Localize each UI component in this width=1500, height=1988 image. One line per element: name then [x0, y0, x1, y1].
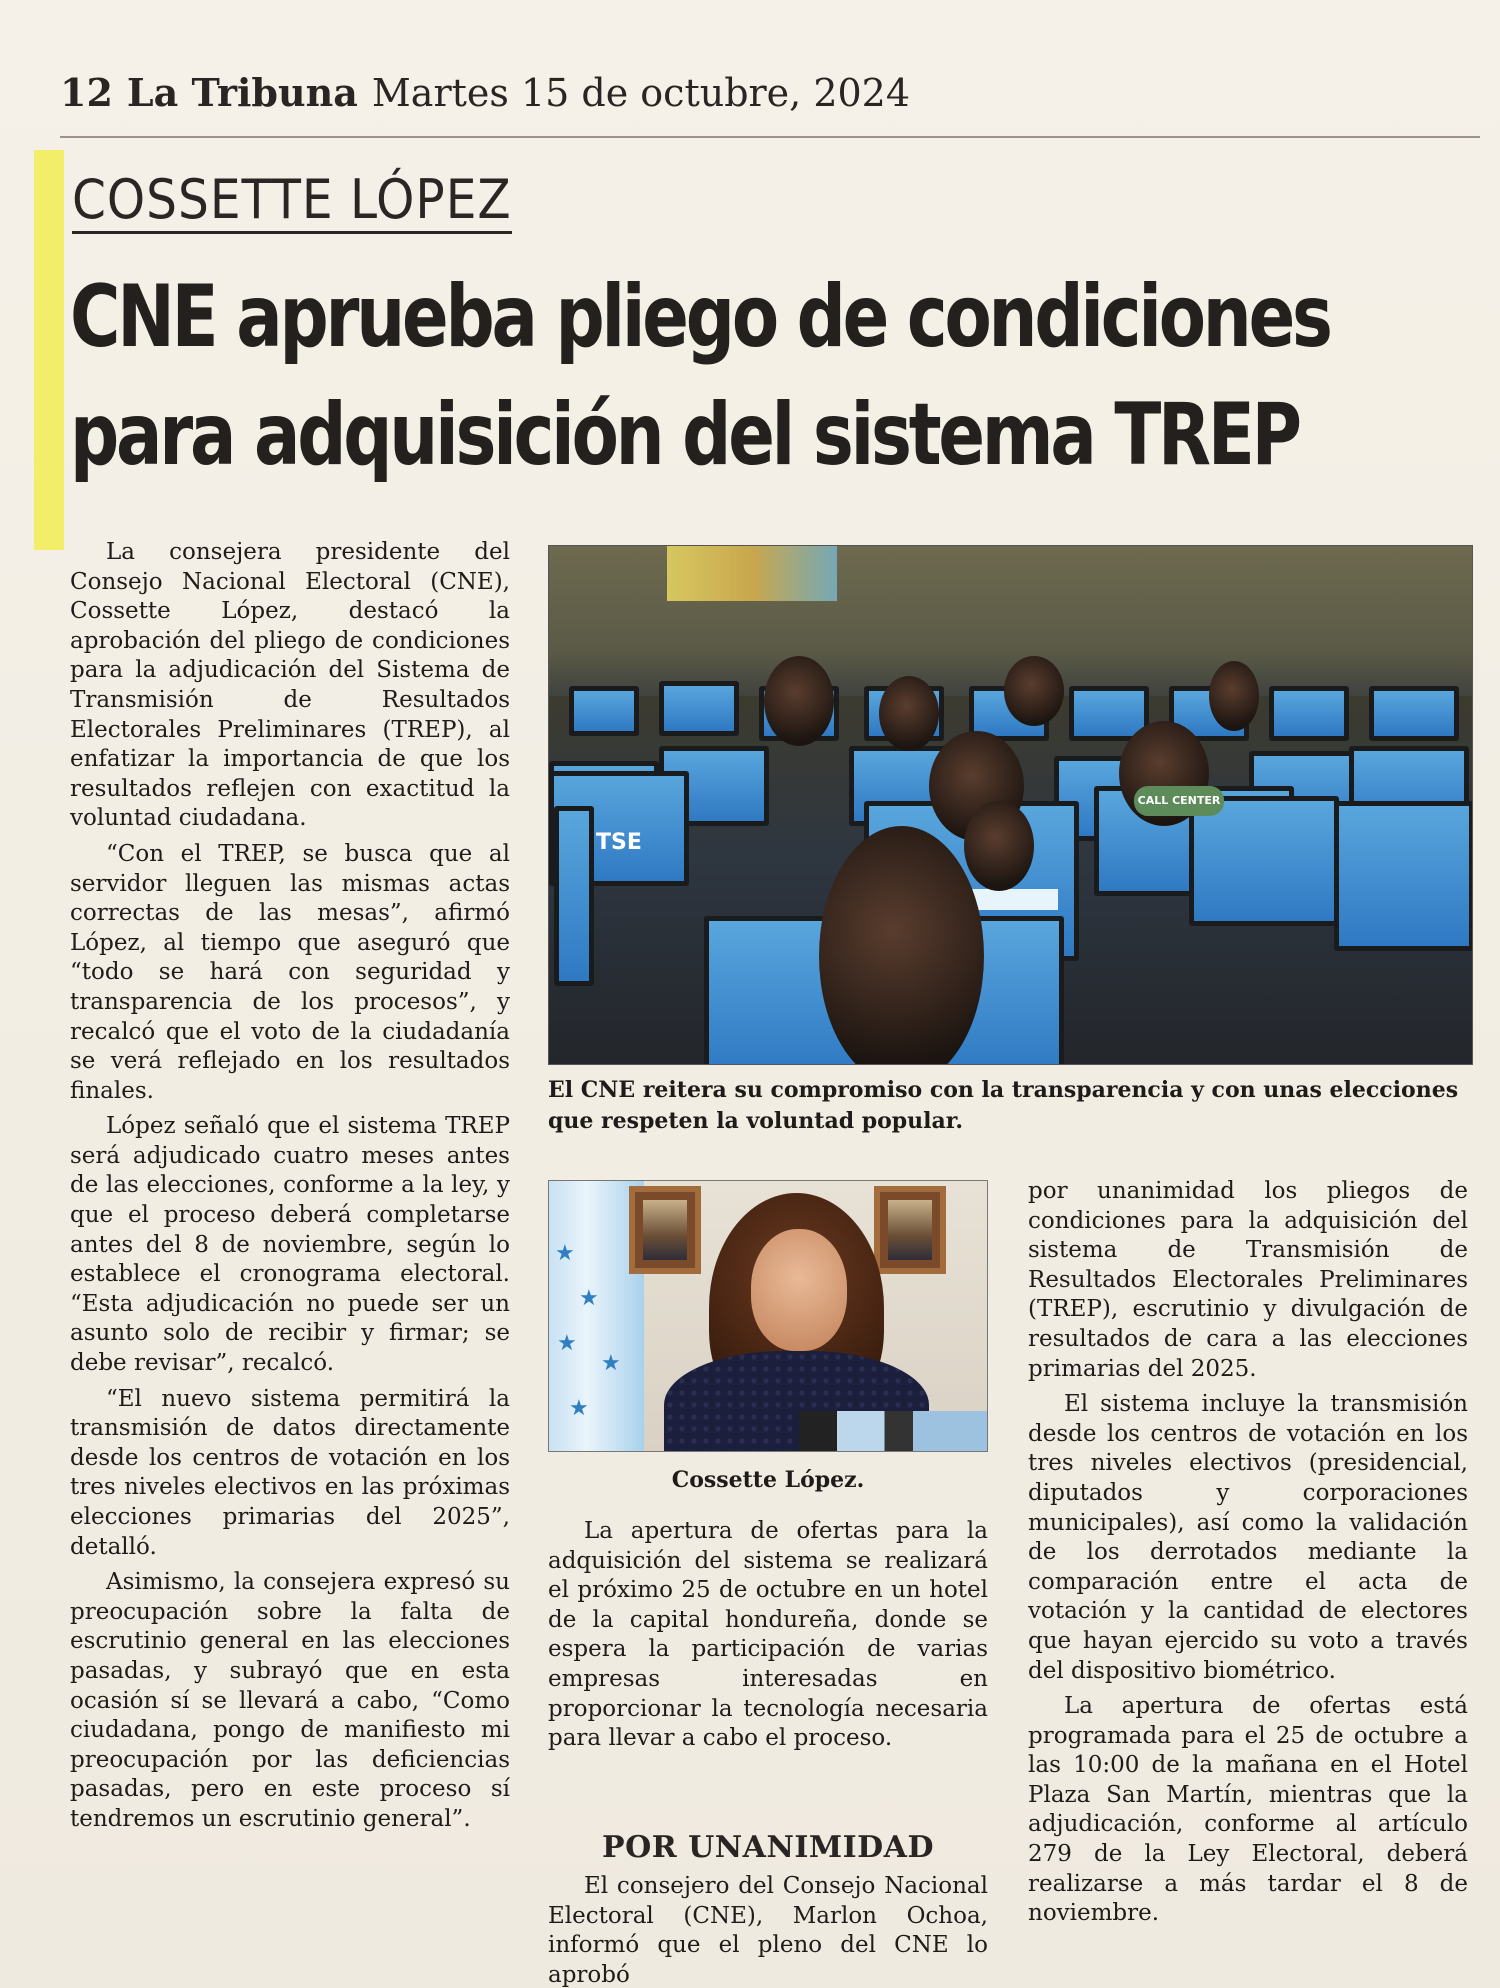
microphones [799, 1411, 988, 1452]
headline-line-1: CNE aprueba pliego de condiciones [70, 267, 1330, 367]
masthead [60, 70, 1480, 130]
flag-star-icon: ★ [579, 1286, 599, 1311]
cossette-lopez-photo [548, 1180, 988, 1452]
paragraph-continued: por unanimidad los pliegos de condiciones para la adquisición del sistema de Transmisión de Resultados Electorales Preliminares (TREP), escrutinio y divulgación de resultados de cara a las elecciones primarias del 2025. [1028, 1178, 1468, 1382]
person-head [1209, 661, 1259, 731]
section-subhead: POR UNANIMIDAD [602, 1830, 934, 1865]
paragraph: La consejera presidente del Consejo Nacional Electoral (CNE), Cossette López, destacó la aprobación del pliego de condiciones para la adjudicación del Sistema de Transmisión de Resultados Electorales Preliminares (TREP), al enfatizar la importancia de que los resultados reflejen con exactitud la voluntad ciudadana. [70, 539, 510, 832]
monitor [569, 686, 639, 736]
call-center-sign: CALL CENTER [1134, 786, 1224, 816]
photo-caption: El CNE reitera su compromiso con la transparencia y con unas elecciones que respeten la voluntad popular. [548, 1077, 1459, 1134]
monitor [554, 806, 594, 986]
call-center-photo [548, 545, 1473, 1065]
column-3 [1028, 1177, 1468, 1935]
monitor [659, 681, 739, 736]
person-head [1004, 656, 1064, 726]
paragraph: La apertura de ofertas para la adquisición del sistema se realizará el próximo 25 de octubre en un hotel de la capital hondureña, donde se espera la participación de varias empresas interesadas en proporcionar la tecnología necesaria para llevar a cabo el proceso. [548, 1518, 988, 1752]
masthead-divider [60, 136, 1480, 138]
paragraph: López señaló que el sistema TREP será adjudicado cuatro meses antes de las elecciones, conforme a la ley, y que el proceso deberá completarse antes del 8 de noviembre, según lo establece el cronograma electoral. “Esta adjudicación no puede ser un asunto solo de recibir y firmar; se debe revisar”, recalcó. [70, 1113, 510, 1377]
column-2-continued [548, 1872, 988, 1988]
issue-date: Martes 15 de octubre, 2024 [371, 71, 911, 115]
monitor [1369, 686, 1459, 741]
flag-star-icon: ★ [555, 1241, 575, 1266]
flag-star-icon: ★ [569, 1396, 589, 1421]
photo-banner [667, 546, 837, 601]
paragraph: “El nuevo sistema permitirá la transmisión de datos directamente desde los centros de votación en los tres niveles electivos en las próximas elecciones primarias del 2025”, detalló. [70, 1385, 510, 1560]
person-face [751, 1229, 847, 1351]
page-number: 12 [60, 70, 113, 115]
column-1 [70, 538, 510, 1841]
monitor-label: TSE [596, 829, 642, 855]
portrait-caption: Cossette López. [671, 1467, 865, 1493]
paragraph: El sistema incluye la transmisión desde los centros de votación en los tres niveles electivos (presidencial, diputados y corporaciones municipales), así como la validación de los derrotados mediante la comparación entre el acta de votación y la cantidad de electores que hayan ejercido su voto a través del dispositivo biométrico. [1028, 1391, 1468, 1684]
headline-line-2: para adquisición del sistema TREP [70, 385, 1299, 485]
paragraph: El consejero del Consejo Nacional Electoral (CNE), Marlon Ochoa, informó que el pleno del CNE lo aprobó [548, 1873, 988, 1988]
highlighter-mark [34, 150, 64, 550]
paragraph: “Con el TREP, se busca que al servidor lleguen las mismas actas correctas de las mesas”, afirmó López, al tiempo que aseguró que “todo se hará con seguridad y transparencia de los procesos”, y recalcó que el voto de la ciudadanía se verá reflejado en los resultados finales. [70, 840, 510, 1104]
person-head [764, 656, 834, 746]
monitor [1269, 686, 1349, 741]
paragraph: Asimismo, la consejera expresó su preocupación sobre la falta de escrutinio general en las elecciones pasadas, y subrayó que en esta ocasión sí se llevará a cabo, “Como ciudadana, pongo de manifiesto mi preocupación por las deficiencias pasadas, pero en este proceso sí tendremos un escrutinio general”. [70, 1569, 510, 1832]
article-kicker: COSSETTE LÓPEZ [72, 168, 512, 234]
column-2 [548, 1517, 988, 1760]
portrait-frame [629, 1186, 701, 1274]
article-headline [70, 258, 1330, 494]
paragraph: La apertura de ofertas está programada para el 25 de octubre a las 10:00 de la mañana en el Hotel Plaza San Martín, mientras que la adjudicación, conforme al artículo 279 de la Ley Electoral, deberá realizarse a más tardar el 8 de noviembre. [1028, 1693, 1468, 1927]
flag-star-icon: ★ [557, 1331, 577, 1356]
person-head [964, 801, 1034, 891]
person-head [879, 676, 939, 751]
portrait-frame [874, 1186, 946, 1274]
flag-star-icon: ★ [601, 1351, 621, 1376]
monitor [1334, 801, 1473, 951]
newspaper-name: La Tribuna [126, 70, 358, 115]
